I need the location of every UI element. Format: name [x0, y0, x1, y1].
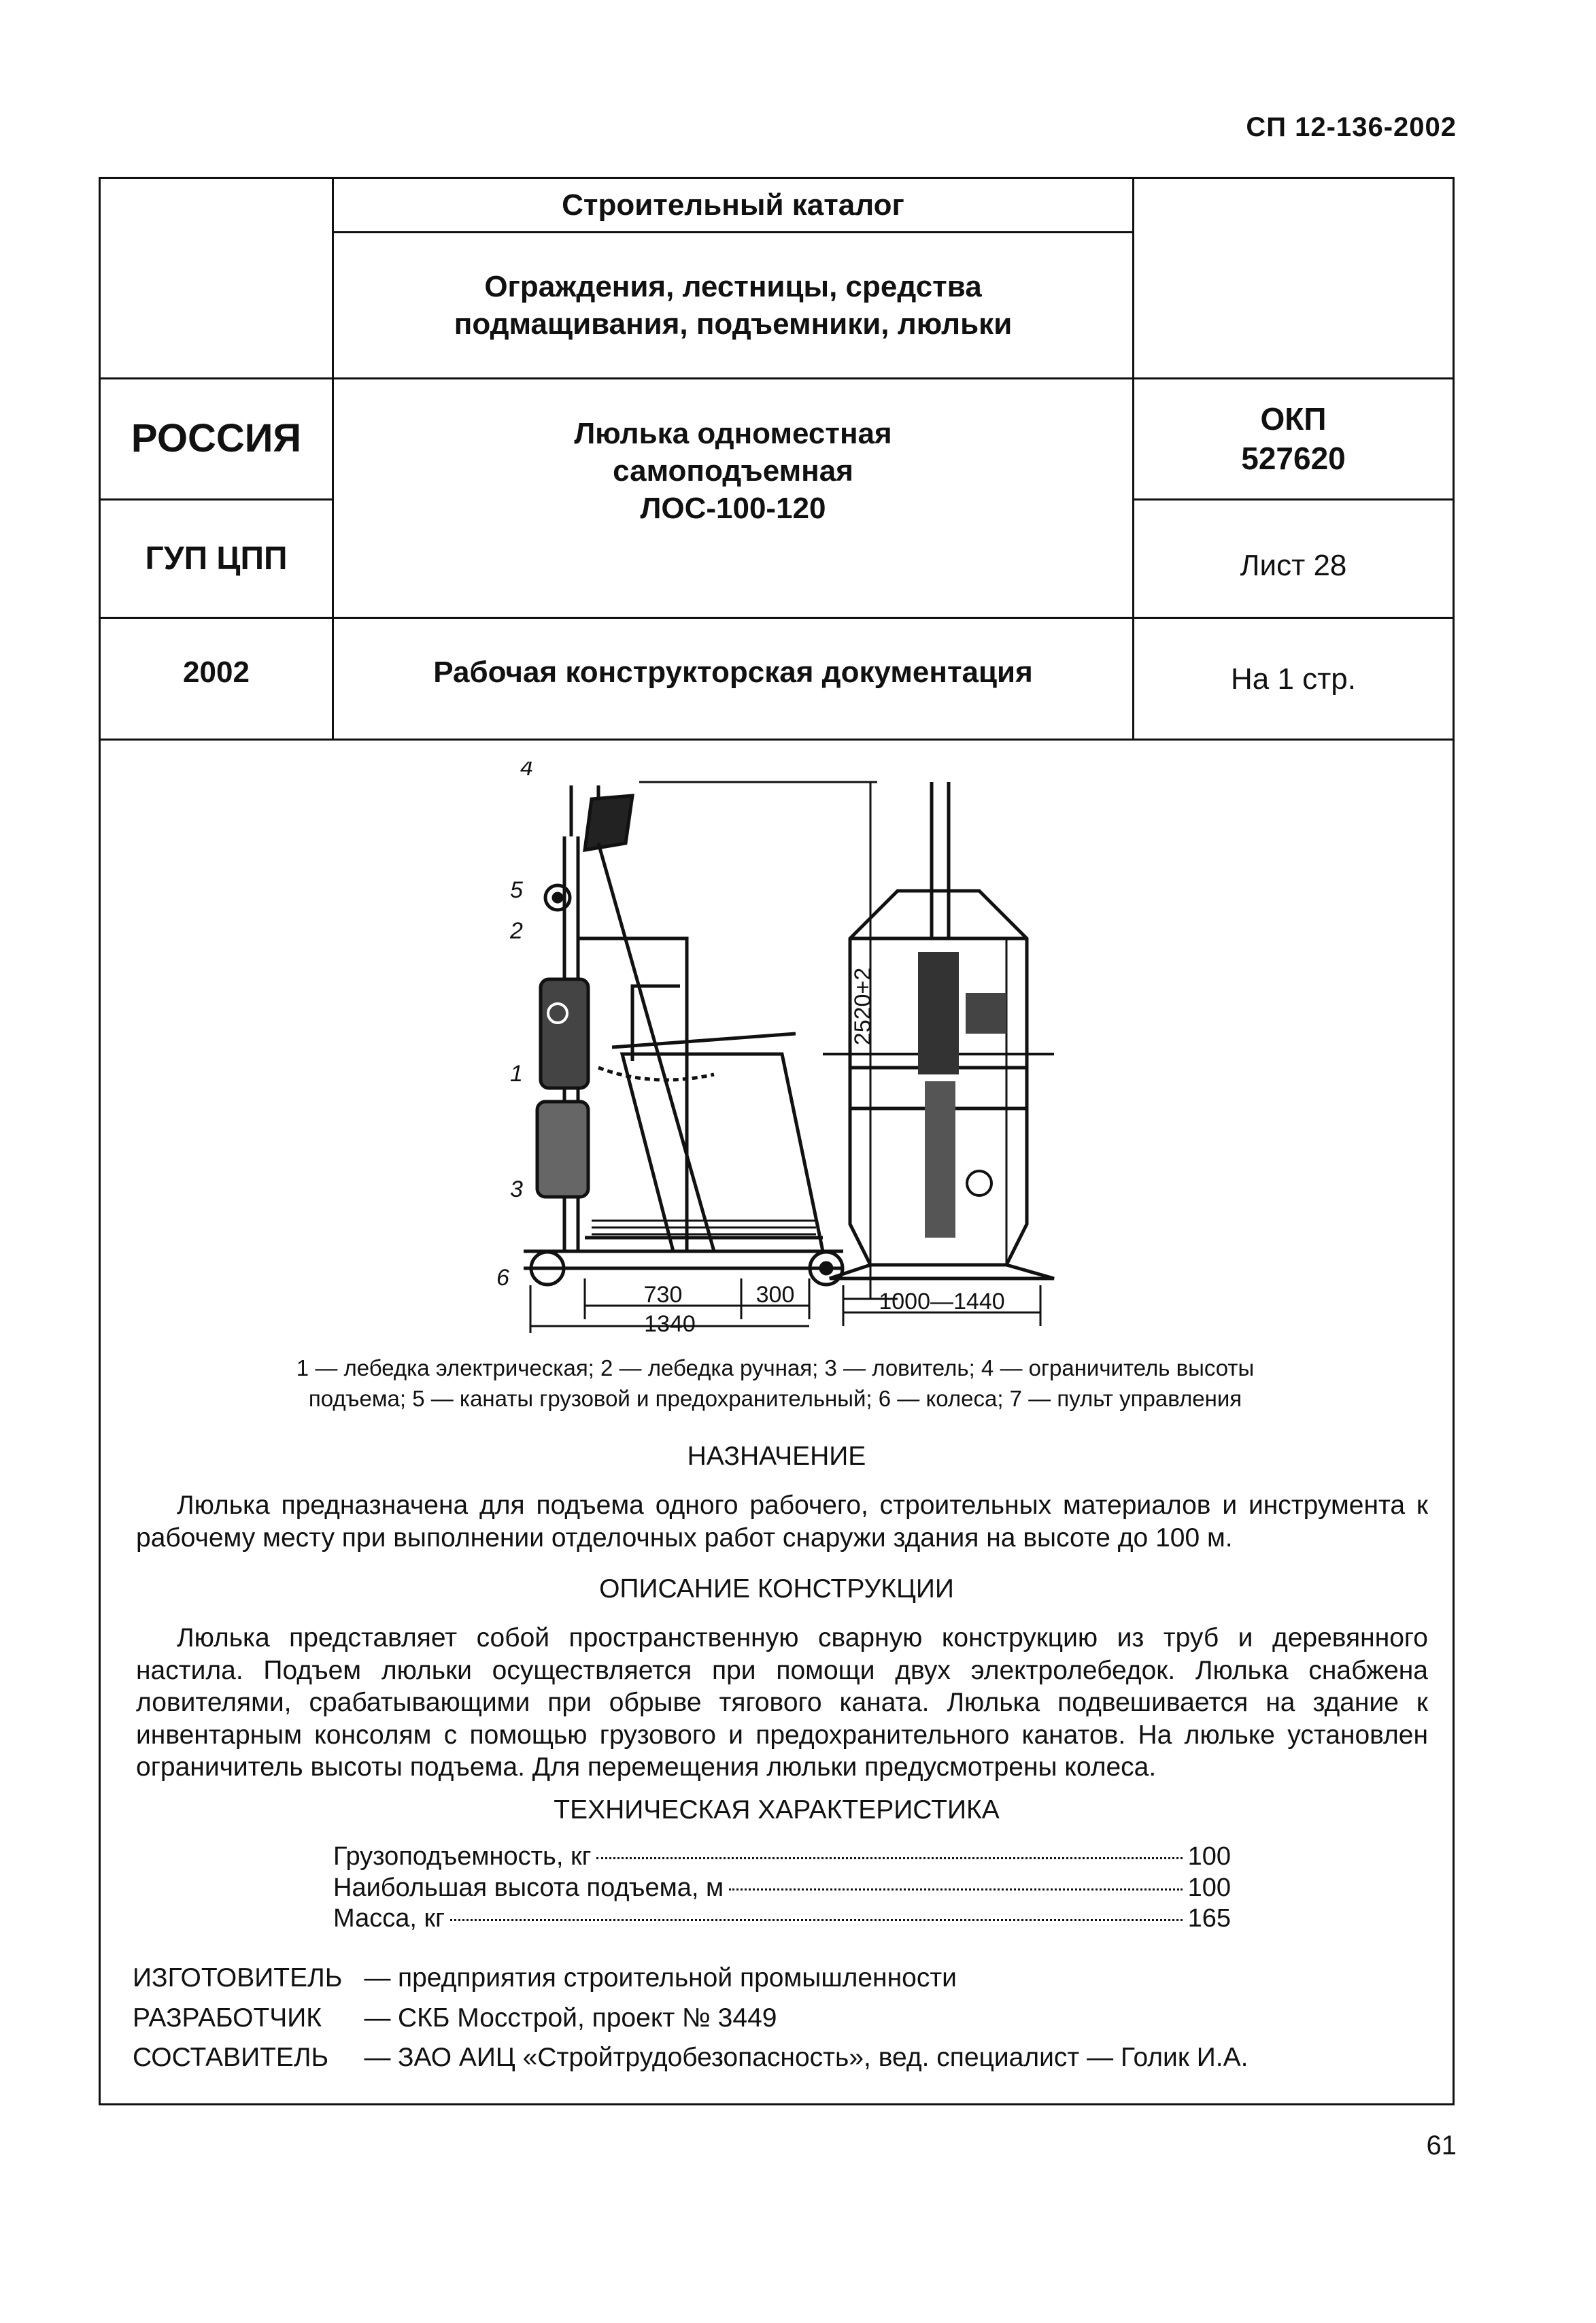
dot-leader — [729, 1888, 1183, 1890]
okp-code: 527620 — [1241, 440, 1346, 476]
credit-label: РАЗРАБОТЧИК — [133, 2003, 322, 2033]
design-paragraph — [136, 1622, 1428, 1784]
credits-block — [133, 1959, 1438, 2078]
sheet-number: Лист 28 — [1240, 549, 1347, 582]
spec-row — [333, 1842, 1231, 1873]
design-title: ОПИСАНИЕ КОНСТРУКЦИИ — [599, 1574, 954, 1604]
dim-base-a: 730 — [643, 1282, 683, 1308]
credit-value: СКБ Мосстрой, проект № 3449 — [398, 2003, 777, 2033]
dot-leader — [450, 1919, 1183, 1921]
pages-count: На 1 стр. — [1230, 662, 1356, 696]
credit-row — [133, 1959, 1438, 1999]
spec-row — [333, 1903, 1231, 1935]
spec-value: 100 — [1187, 1842, 1231, 1871]
catalog-section-line: подмащивания, подъемники, люльки — [454, 307, 1013, 341]
credit-dash: — — [364, 1963, 391, 1993]
credit-label: ИЗГОТОВИТЕЛЬ — [133, 1963, 343, 1993]
cradle-drawing-svg — [490, 762, 1088, 1333]
credit-value: ЗАО АИЦ «Стройтрудобезопасность», вед. специалист — Голик И.А. — [398, 2043, 1249, 2072]
spec-label: Наибольшая высота подъема, м — [333, 1873, 724, 1902]
credit-dash: — — [364, 2003, 391, 2033]
spec-value: 165 — [1187, 1904, 1231, 1933]
credit-value: предприятия строительной промышленности — [398, 1963, 957, 1993]
table-border — [1453, 177, 1455, 741]
product-name-line: ЛОС-100-120 — [640, 492, 826, 525]
callout-5: 5 — [510, 877, 523, 903]
spec-row — [333, 1873, 1231, 1904]
catalog-section — [334, 233, 1132, 377]
purpose-text: Люлька предназначена для подъема одного рабочего, строительных материалов и инструмента к рабочему месту при выполнении отделочных работ снаружи здания на высоте до 100 м. — [136, 1491, 1428, 1553]
credit-row — [133, 2038, 1438, 2078]
okp-label: ОКП — [1260, 401, 1327, 437]
country-label: РОССИЯ — [131, 416, 302, 461]
callout-2: 2 — [510, 918, 523, 944]
legend-line: 1 — лебедка электрическая; 2 — лебедка ручная; 3 — ловитель; 4 — ограничитель высоты — [296, 1355, 1255, 1380]
callout-3: 3 — [510, 1176, 523, 1202]
dot-leader — [596, 1857, 1182, 1859]
credit-dash: — — [364, 2043, 391, 2072]
document-code: СП 12-136-2002 — [1246, 112, 1457, 142]
spec-value: 100 — [1187, 1873, 1231, 1902]
spec-label: Масса, кг — [333, 1904, 445, 1933]
callout-4: 4 — [520, 762, 533, 781]
legend-line: подъема; 5 — канаты грузовой и предохранительный; 6 — колеса; 7 — пульт управления — [308, 1385, 1242, 1411]
catalog-section-line: Ограждения, лестницы, средства — [484, 270, 982, 303]
doc-type: Рабочая конструкторская документация — [433, 655, 1033, 689]
spec-label: Грузоподъемность, кг — [333, 1842, 592, 1871]
publisher-label: ГУП ЦПП — [145, 540, 288, 577]
callout-6: 6 — [496, 1265, 509, 1291]
okp-block — [1134, 379, 1453, 498]
purpose-paragraph — [136, 1489, 1428, 1554]
product-name-line: самоподъемная — [613, 454, 853, 488]
catalog-title: Строительный каталог — [562, 188, 904, 222]
dim-length: 1340 — [644, 1311, 696, 1333]
product-name-line: Люлька одноместная — [574, 417, 892, 450]
specs-title: ТЕХНИЧЕСКАЯ ХАРАКТЕРИСТИКА — [554, 1795, 1000, 1825]
technical-drawing — [490, 762, 1088, 1333]
purpose-title: НАЗНАЧЕНИЕ — [687, 1442, 866, 1471]
credit-label: СОСТАВИТЕЛЬ — [133, 2043, 329, 2072]
year-label: 2002 — [183, 655, 250, 689]
product-name — [334, 415, 1132, 551]
dim-width: 1000—1440 — [879, 1289, 1005, 1315]
specs-list — [333, 1842, 1231, 1935]
dim-base-b: 300 — [755, 1282, 795, 1308]
page-number: 61 — [1426, 2131, 1457, 2160]
dim-height: 2520+2 — [850, 967, 876, 1046]
design-text: Люлька представляет собой пространственную сварную конструкцию из труб и деревянного настила. Подъем люльки осуществляется при помощи двух электролебедок. Люлька снабжена ловителями, срабатывающими при обрыве тягового каната. Люлька подвешивается на здание к инвентарным консолям с помощью грузового и предохранительного канатов. На люльке установлен ограничитель высоты подъема. Для перемещения люльки предусмотрены колеса. — [136, 1623, 1428, 1782]
callout-1: 1 — [510, 1061, 523, 1087]
legend-caption — [204, 1353, 1346, 1414]
credit-row — [133, 1999, 1438, 2039]
